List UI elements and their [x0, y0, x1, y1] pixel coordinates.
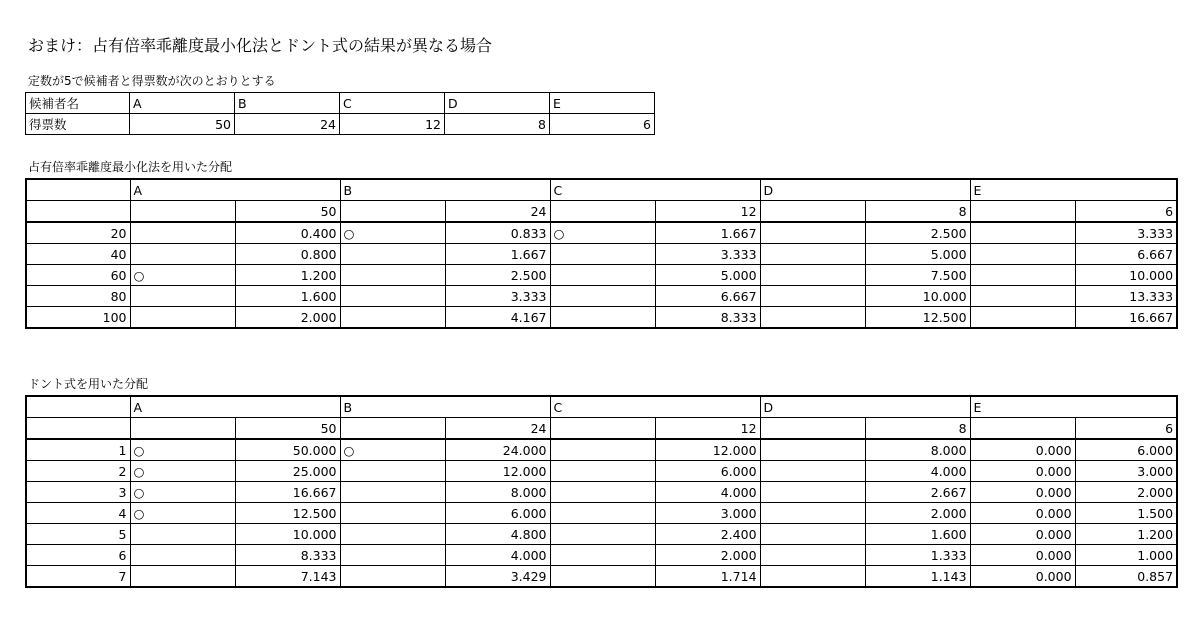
deviation-mark-cell	[970, 244, 1075, 265]
deviation-mark-cell	[550, 265, 655, 286]
dhondt-value-cell: 0.857	[1075, 566, 1177, 588]
dhondt-mark-cell	[130, 566, 235, 588]
deviation-mark-cell	[970, 307, 1075, 329]
dhondt-votes-value: 24	[445, 418, 550, 440]
deviation-value-cell: 3.333	[1075, 222, 1177, 244]
deviation-value-cell: 0.833	[445, 222, 550, 244]
dhondt-mark-cell: 0.000	[970, 503, 1075, 524]
table1-header-row	[26, 93, 655, 114]
table-row	[26, 503, 1177, 524]
deviation-value-cell: 13.333	[1075, 286, 1177, 307]
deviation-value-cell: 1.200	[235, 265, 340, 286]
table2-caption: 占有倍率乖離度最小化法を用いた分配	[28, 160, 233, 174]
table-row	[26, 286, 1177, 307]
deviation-mark-cell	[340, 286, 445, 307]
dhondt-value-cell: 2.667	[865, 482, 970, 503]
deviation-value-cell: 4.167	[445, 307, 550, 329]
dhondt-candidate-row	[26, 396, 1177, 418]
candidate-b: B	[235, 93, 340, 114]
dhondt-row-label: 5	[26, 524, 130, 545]
dhondt-value-cell: 8.333	[235, 545, 340, 566]
deviation-value-cell: 6.667	[655, 286, 760, 307]
dhondt-mark-cell: 0.000	[970, 439, 1075, 461]
deviation-votes-spacer	[340, 201, 445, 223]
deviation-corner-cell	[26, 201, 130, 223]
deviation-value-cell: 2.500	[445, 265, 550, 286]
dhondt-value-cell: 6.000	[655, 461, 760, 482]
deviation-value-cell: 16.667	[1075, 307, 1177, 329]
dhondt-mark-cell: 0.000	[970, 524, 1075, 545]
dhondt-mark-cell	[760, 524, 865, 545]
deviation-minimization-table	[25, 178, 1178, 329]
dhondt-mark-cell	[760, 545, 865, 566]
dhondt-value-cell: 12.500	[235, 503, 340, 524]
deviation-mark-cell	[130, 222, 235, 244]
dhondt-value-cell: 1.143	[865, 566, 970, 588]
dhondt-value-cell: 1.200	[1075, 524, 1177, 545]
deviation-mark-cell	[340, 244, 445, 265]
deviation-candidate-c: C	[550, 179, 760, 201]
dhondt-value-cell: 25.000	[235, 461, 340, 482]
dhondt-value-cell: 2.000	[655, 545, 760, 566]
candidate-c: C	[340, 93, 445, 114]
dhondt-candidate-e: E	[970, 396, 1177, 418]
dhondt-mark-cell: 0.000	[970, 482, 1075, 503]
deviation-candidate-a: A	[130, 179, 340, 201]
dhondt-mark-cell	[130, 524, 235, 545]
dhondt-mark-cell	[340, 566, 445, 588]
deviation-value-cell: 0.800	[235, 244, 340, 265]
deviation-votes-value: 6	[1075, 201, 1177, 223]
deviation-mark-cell: ○	[550, 222, 655, 244]
deviation-mark-cell	[550, 307, 655, 329]
votes-b: 24	[235, 114, 340, 135]
table-row	[26, 222, 1177, 244]
dhondt-votes-value: 50	[235, 418, 340, 440]
table-row	[26, 265, 1177, 286]
deviation-value-cell: 7.500	[865, 265, 970, 286]
dhondt-value-cell: 1.714	[655, 566, 760, 588]
deviation-mark-cell	[760, 286, 865, 307]
dhondt-value-cell: 12.000	[655, 439, 760, 461]
deviation-value-cell: 8.333	[655, 307, 760, 329]
votes-c: 12	[340, 114, 445, 135]
dhondt-row-label: 4	[26, 503, 130, 524]
dhondt-mark-cell: 0.000	[970, 461, 1075, 482]
deviation-mark-cell	[970, 265, 1075, 286]
deviation-mark-cell: ○	[130, 265, 235, 286]
dhondt-votes-spacer	[550, 418, 655, 440]
dhondt-value-cell: 2.000	[1075, 482, 1177, 503]
dhondt-mark-cell	[760, 439, 865, 461]
deviation-mark-cell	[130, 307, 235, 329]
dhondt-mark-cell	[550, 524, 655, 545]
dhondt-mark-cell: ○	[130, 439, 235, 461]
dhondt-votes-value: 12	[655, 418, 760, 440]
dhondt-value-cell: 16.667	[235, 482, 340, 503]
table1-caption: 定数が5で候補者と得票数が次のとおりとする	[28, 74, 276, 88]
dhondt-candidate-d: D	[760, 396, 970, 418]
deviation-votes-spacer	[970, 201, 1075, 223]
deviation-votes-value: 8	[865, 201, 970, 223]
table1-votes-row	[26, 114, 655, 135]
dhondt-value-cell: 7.143	[235, 566, 340, 588]
votes-d: 8	[445, 114, 550, 135]
dhondt-mark-cell	[340, 482, 445, 503]
dhondt-corner-cell	[26, 396, 130, 418]
deviation-value-cell: 1.600	[235, 286, 340, 307]
deviation-row-label: 40	[26, 244, 130, 265]
dhondt-value-cell: 2.000	[865, 503, 970, 524]
deviation-candidate-e: E	[970, 179, 1177, 201]
dhondt-value-cell: 4.000	[865, 461, 970, 482]
dhondt-value-cell: 4.000	[655, 482, 760, 503]
dhondt-value-cell: 1.600	[865, 524, 970, 545]
deviation-mark-cell	[130, 244, 235, 265]
page-title: おまけ：占有倍率乖離度最小化法とドント式の結果が異なる場合	[28, 36, 493, 55]
deviation-votes-spacer	[760, 201, 865, 223]
dhondt-candidate-c: C	[550, 396, 760, 418]
dhondt-mark-cell	[760, 503, 865, 524]
deviation-candidate-row	[26, 179, 1177, 201]
dhondt-candidate-b: B	[340, 396, 550, 418]
deviation-votes-row	[26, 201, 1177, 223]
votes-e: 6	[550, 114, 655, 135]
deviation-value-cell: 10.000	[865, 286, 970, 307]
dhondt-value-cell: 3.000	[1075, 461, 1177, 482]
dhondt-mark-cell	[550, 566, 655, 588]
dhondt-candidate-a: A	[130, 396, 340, 418]
dhondt-mark-cell: 0.000	[970, 545, 1075, 566]
dhondt-mark-cell	[130, 545, 235, 566]
dhondt-value-cell: 10.000	[235, 524, 340, 545]
deviation-row-label: 80	[26, 286, 130, 307]
dhondt-votes-spacer	[760, 418, 865, 440]
deviation-votes-spacer	[130, 201, 235, 223]
deviation-value-cell: 5.000	[865, 244, 970, 265]
dhondt-mark-cell	[340, 503, 445, 524]
deviation-mark-cell	[550, 286, 655, 307]
table-row	[26, 524, 1177, 545]
dhondt-mark-cell	[550, 461, 655, 482]
deviation-value-cell: 1.667	[445, 244, 550, 265]
deviation-value-cell: 0.400	[235, 222, 340, 244]
dhondt-votes-value: 6	[1075, 418, 1177, 440]
dhondt-value-cell: 6.000	[1075, 439, 1177, 461]
dhondt-mark-cell	[760, 566, 865, 588]
dhondt-mark-cell	[760, 461, 865, 482]
dhondt-mark-cell	[550, 439, 655, 461]
candidate-e: E	[550, 93, 655, 114]
deviation-mark-cell	[760, 265, 865, 286]
dhondt-value-cell: 8.000	[445, 482, 550, 503]
dhondt-votes-spacer	[130, 418, 235, 440]
deviation-value-cell: 12.500	[865, 307, 970, 329]
deviation-votes-value: 24	[445, 201, 550, 223]
votes-label: 得票数	[26, 114, 130, 135]
dhondt-row-label: 2	[26, 461, 130, 482]
dhondt-value-cell: 24.000	[445, 439, 550, 461]
deviation-candidate-b: B	[340, 179, 550, 201]
deviation-value-cell: 10.000	[1075, 265, 1177, 286]
deviation-mark-cell	[970, 286, 1075, 307]
dhondt-value-cell: 3.429	[445, 566, 550, 588]
deviation-votes-spacer	[550, 201, 655, 223]
dhondt-mark-cell: ○	[130, 461, 235, 482]
dhondt-votes-value: 8	[865, 418, 970, 440]
dhondt-value-cell: 1.333	[865, 545, 970, 566]
dhondt-value-cell: 4.800	[445, 524, 550, 545]
dhondt-mark-cell	[340, 461, 445, 482]
dhondt-mark-cell	[760, 482, 865, 503]
dhondt-value-cell: 4.000	[445, 545, 550, 566]
dhondt-value-cell: 50.000	[235, 439, 340, 461]
candidate-votes-table	[25, 92, 655, 135]
deviation-value-cell: 6.667	[1075, 244, 1177, 265]
deviation-value-cell: 5.000	[655, 265, 760, 286]
deviation-mark-cell	[760, 244, 865, 265]
dhondt-value-cell: 8.000	[865, 439, 970, 461]
dhondt-table	[25, 395, 1178, 588]
dhondt-row-label: 1	[26, 439, 130, 461]
dhondt-mark-cell	[550, 482, 655, 503]
dhondt-value-cell: 1.000	[1075, 545, 1177, 566]
table3-caption: ドント式を用いた分配	[28, 377, 149, 391]
deviation-mark-cell	[130, 286, 235, 307]
dhondt-mark-cell: ○	[130, 503, 235, 524]
dhondt-row-label: 7	[26, 566, 130, 588]
deviation-value-cell: 2.000	[235, 307, 340, 329]
dhondt-votes-spacer	[970, 418, 1075, 440]
deviation-votes-value: 12	[655, 201, 760, 223]
dhondt-votes-row	[26, 418, 1177, 440]
deviation-value-cell: 3.333	[445, 286, 550, 307]
dhondt-mark-cell	[340, 524, 445, 545]
votes-a: 50	[130, 114, 235, 135]
table-row	[26, 244, 1177, 265]
table-row	[26, 482, 1177, 503]
table-row	[26, 566, 1177, 588]
deviation-row-label: 100	[26, 307, 130, 329]
dhondt-value-cell: 1.500	[1075, 503, 1177, 524]
dhondt-value-cell: 2.400	[655, 524, 760, 545]
dhondt-mark-cell: ○	[130, 482, 235, 503]
dhondt-value-cell: 12.000	[445, 461, 550, 482]
dhondt-corner-cell	[26, 418, 130, 440]
deviation-candidate-d: D	[760, 179, 970, 201]
deviation-mark-cell	[760, 307, 865, 329]
deviation-corner-cell	[26, 179, 130, 201]
candidate-d: D	[445, 93, 550, 114]
dhondt-mark-cell	[550, 545, 655, 566]
table-row	[26, 545, 1177, 566]
dhondt-row-label: 6	[26, 545, 130, 566]
candidate-name-label: 候補者名	[26, 93, 130, 114]
dhondt-mark-cell	[550, 503, 655, 524]
deviation-value-cell: 1.667	[655, 222, 760, 244]
table-row	[26, 461, 1177, 482]
dhondt-value-cell: 3.000	[655, 503, 760, 524]
deviation-mark-cell	[340, 307, 445, 329]
deviation-mark-cell	[550, 244, 655, 265]
deviation-mark-cell: ○	[340, 222, 445, 244]
dhondt-mark-cell: ○	[340, 439, 445, 461]
dhondt-mark-cell: 0.000	[970, 566, 1075, 588]
dhondt-row-label: 3	[26, 482, 130, 503]
candidate-a: A	[130, 93, 235, 114]
deviation-mark-cell	[970, 222, 1075, 244]
deviation-mark-cell	[340, 265, 445, 286]
table-row	[26, 439, 1177, 461]
deviation-row-label: 20	[26, 222, 130, 244]
table-row	[26, 307, 1177, 329]
dhondt-mark-cell	[340, 545, 445, 566]
deviation-mark-cell	[760, 222, 865, 244]
dhondt-votes-spacer	[340, 418, 445, 440]
deviation-row-label: 60	[26, 265, 130, 286]
deviation-value-cell: 2.500	[865, 222, 970, 244]
deviation-value-cell: 3.333	[655, 244, 760, 265]
deviation-votes-value: 50	[235, 201, 340, 223]
dhondt-value-cell: 6.000	[445, 503, 550, 524]
